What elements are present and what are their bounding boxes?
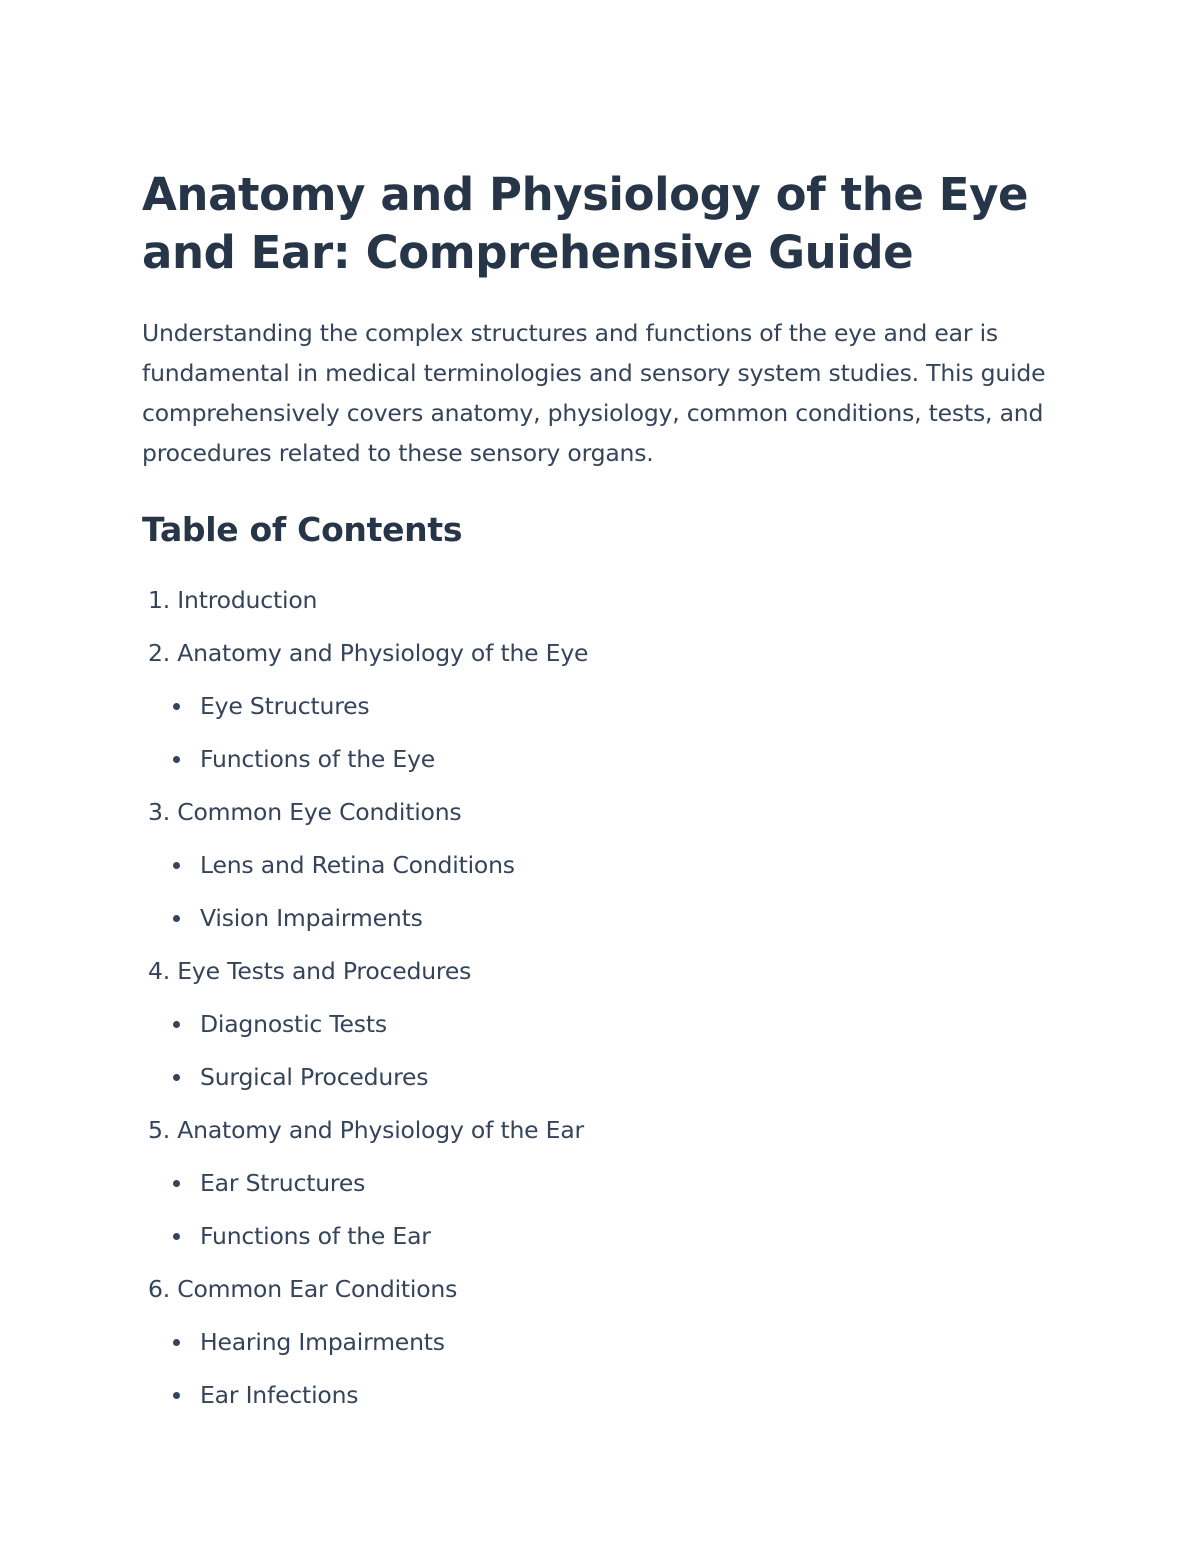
toc-item	[142, 786, 1062, 945]
toc-subitem-label: Diagnostic Tests	[200, 1010, 387, 1038]
toc-subitem-label: Ear Structures	[200, 1169, 366, 1197]
toc-item-number: 6.	[147, 1275, 170, 1303]
bullet-icon	[173, 1233, 180, 1240]
toc-item-number: 1.	[147, 586, 170, 614]
bullet-icon	[173, 915, 180, 922]
toc-sublist	[142, 680, 1062, 786]
bullet-icon	[173, 756, 180, 763]
bullet-icon	[173, 1074, 180, 1081]
toc-heading: Table of Contents	[142, 510, 463, 549]
bullet-icon	[173, 1021, 180, 1028]
toc-subitem	[142, 733, 1062, 786]
bullet-icon	[173, 1339, 180, 1346]
toc-subitem-label: Functions of the Eye	[200, 745, 436, 773]
toc-subitem-label: Vision Impairments	[200, 904, 423, 932]
document-page	[142, 166, 1062, 1422]
toc-subitem-label: Eye Structures	[200, 692, 370, 720]
toc-subitem-label: Surgical Procedures	[200, 1063, 429, 1091]
document-title: Anatomy and Physiology of the Eye and Ear: Comprehensive Guide	[142, 168, 1029, 279]
toc-item	[142, 945, 1062, 1104]
toc-subitem	[142, 680, 1062, 733]
bullet-icon	[173, 703, 180, 710]
toc-subitem	[142, 998, 1062, 1051]
toc-subitem-label: Functions of the Ear	[200, 1222, 431, 1250]
toc-item-label: Common Eye Conditions	[177, 798, 462, 826]
toc-sublist	[142, 998, 1062, 1104]
toc-item-label: Introduction	[177, 586, 318, 614]
bullet-icon	[173, 1392, 180, 1399]
toc-item-number: 2.	[147, 639, 170, 667]
toc-item-number: 5.	[147, 1116, 170, 1144]
toc-item-label: Eye Tests and Procedures	[177, 957, 472, 985]
toc-item-label: Anatomy and Physiology of the Eye	[177, 639, 589, 667]
table-of-contents	[142, 574, 1062, 1422]
toc-subitem-label: Ear Infections	[200, 1381, 359, 1409]
toc-item-number: 3.	[147, 798, 170, 826]
toc-subitem	[142, 1316, 1062, 1369]
toc-item	[142, 1104, 1062, 1263]
toc-item-label: Common Ear Conditions	[177, 1275, 458, 1303]
toc-subitem-label: Hearing Impairments	[200, 1328, 445, 1356]
toc-item-number: 4.	[147, 957, 170, 985]
toc-subitem	[142, 1051, 1062, 1104]
toc-subitem-label: Lens and Retina Conditions	[200, 851, 515, 879]
toc-item	[142, 1263, 1062, 1422]
toc-sublist	[142, 1157, 1062, 1263]
bullet-icon	[173, 862, 180, 869]
toc-sublist	[142, 1316, 1062, 1422]
toc-subitem	[142, 892, 1062, 945]
toc-subitem	[142, 839, 1062, 892]
bullet-icon	[173, 1180, 180, 1187]
toc-sublist	[142, 839, 1062, 945]
toc-subitem	[142, 1369, 1062, 1422]
toc-subitem	[142, 1210, 1062, 1263]
toc-item-label: Anatomy and Physiology of the Ear	[177, 1116, 584, 1144]
toc-subitem	[142, 1157, 1062, 1210]
toc-item	[142, 627, 1062, 786]
intro-paragraph: Understanding the complex structures and functions of the eye and ear is fundamental in medical terminologies and sensory system studies. This guide comprehensively covers anatomy, physiology, common conditions, tests, and procedures related to these sensory organs.	[142, 319, 1046, 467]
toc-item	[142, 574, 1062, 627]
